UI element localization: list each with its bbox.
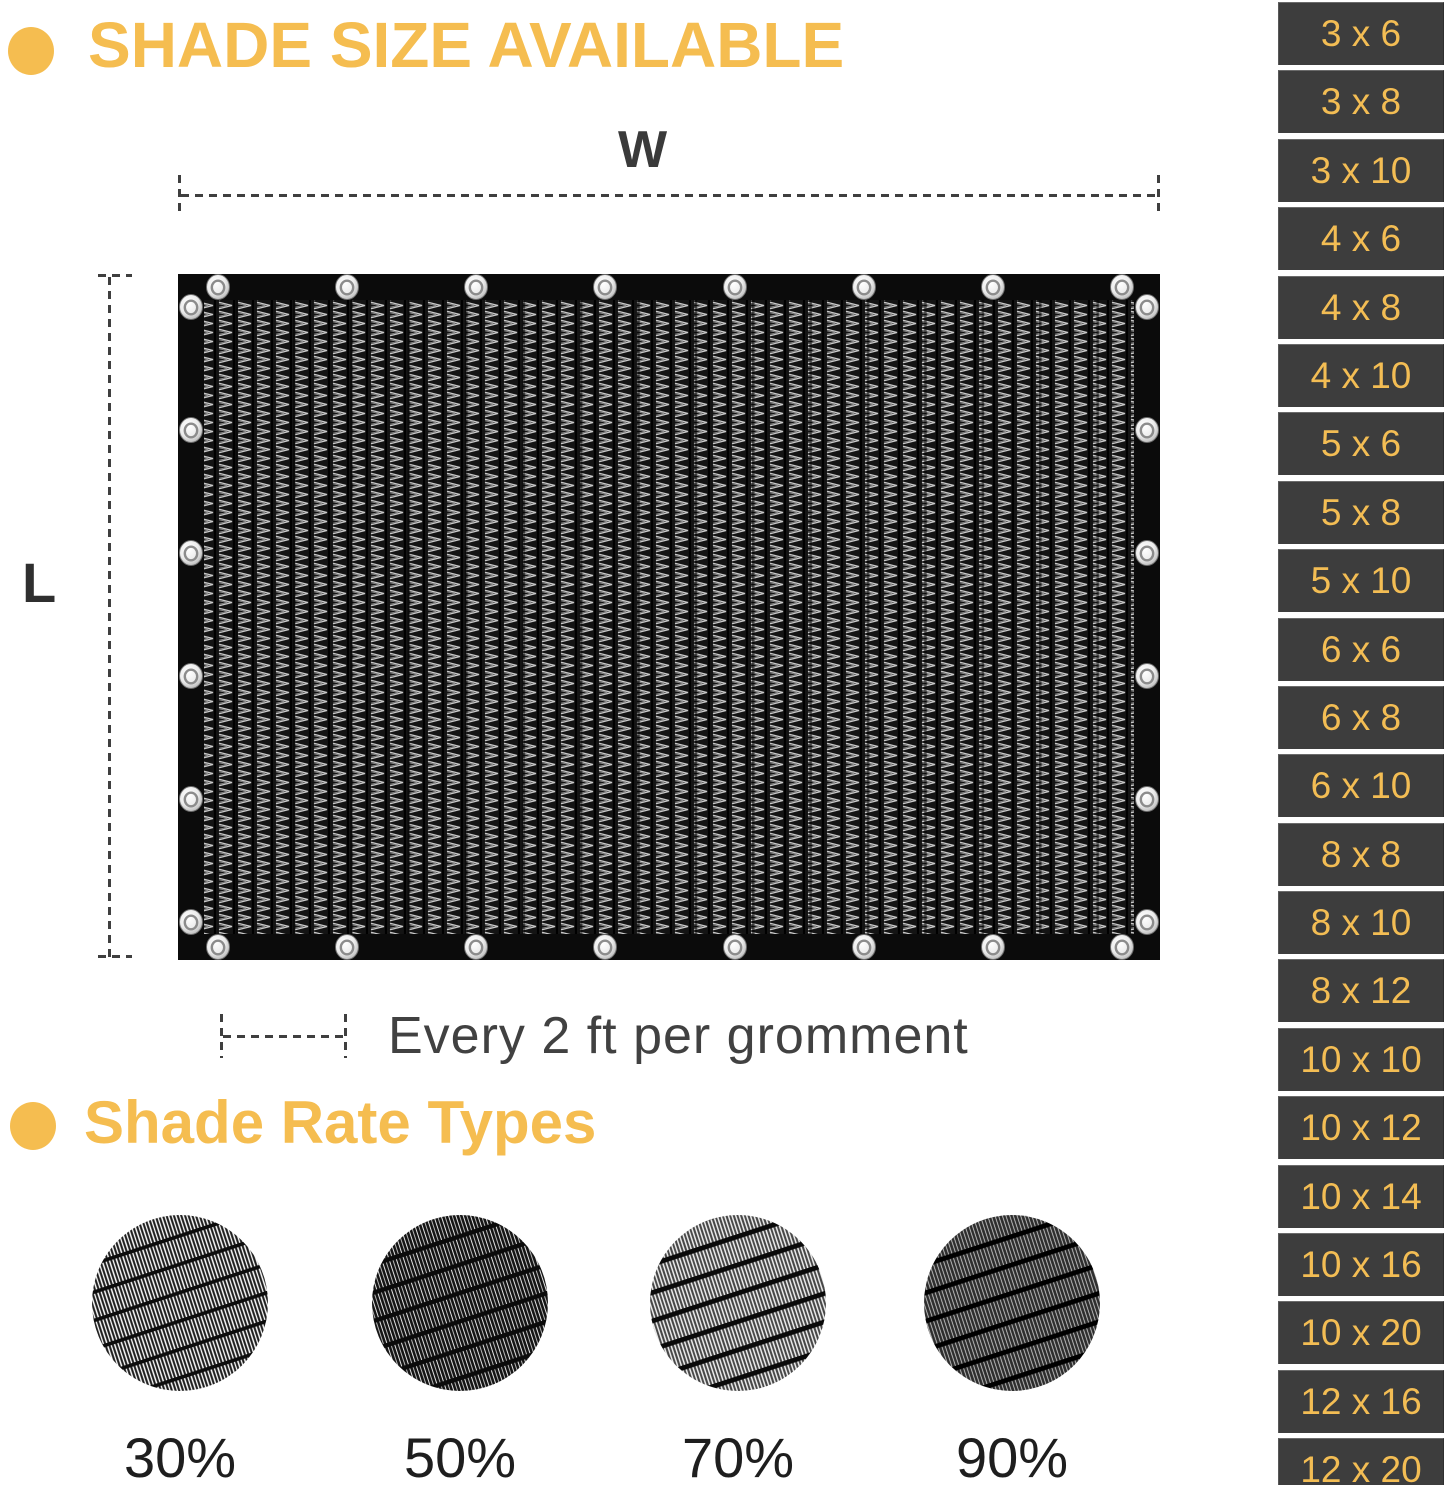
size-chip: 6 x 8 — [1278, 686, 1444, 749]
w-dimension-tick-left — [178, 175, 181, 217]
grommet-icon — [724, 935, 747, 960]
shade-rate-title: Shade Rate Types — [84, 1089, 597, 1156]
grommet-icon — [207, 935, 230, 960]
shade-net-image — [178, 274, 1160, 960]
shade-rate-item — [643, 1208, 833, 1485]
size-chip: 6 x 10 — [1278, 754, 1444, 817]
grommet-icon — [465, 935, 488, 960]
mesh-sample-circle — [365, 1208, 555, 1398]
grommet-icon — [594, 935, 617, 960]
size-chip: 5 x 6 — [1278, 412, 1444, 475]
grommet-bracket-tick-right — [344, 1014, 347, 1058]
size-chip: 10 x 16 — [1278, 1233, 1444, 1296]
size-chip: 5 x 10 — [1278, 549, 1444, 612]
grommet-icon — [180, 910, 203, 935]
size-chip: 10 x 12 — [1278, 1096, 1444, 1159]
shade-net-diagram — [178, 274, 1160, 960]
w-dimension-tick-right — [1157, 175, 1160, 217]
size-chip: 8 x 8 — [1278, 823, 1444, 886]
size-chip: 3 x 8 — [1278, 70, 1444, 133]
grommet-icon — [1136, 541, 1159, 566]
bullet-icon — [8, 27, 54, 75]
size-list — [1278, 2, 1444, 1485]
grommet-icon — [853, 935, 876, 960]
grommet-icon — [724, 275, 747, 300]
grommet-icon — [1111, 935, 1134, 960]
grommet-icon — [1136, 295, 1159, 320]
mesh-sample-circle — [85, 1208, 275, 1398]
grommet-icon — [594, 275, 617, 300]
grommet-icon — [180, 664, 203, 689]
grommet-icon — [336, 935, 359, 960]
size-chip: 10 x 10 — [1278, 1028, 1444, 1091]
size-chip: 12 x 16 — [1278, 1370, 1444, 1433]
l-dimension-cap-top — [98, 274, 132, 277]
grommet-icon — [1136, 910, 1159, 935]
shade-rate-item — [365, 1208, 555, 1485]
grommet-icon — [982, 275, 1005, 300]
size-chip: 4 x 8 — [1278, 276, 1444, 339]
grommet-icon — [336, 275, 359, 300]
size-chip: 5 x 8 — [1278, 481, 1444, 544]
bullet-icon — [10, 1102, 56, 1150]
width-dimension-label: W — [618, 121, 668, 179]
shade-rate-label: 70% — [681, 1426, 795, 1485]
l-dimension-line — [108, 277, 111, 957]
grommet-icon — [982, 935, 1005, 960]
size-chip: 12 x 20 — [1278, 1438, 1444, 1485]
shade-rate-item — [917, 1208, 1107, 1485]
shade-rate-item — [85, 1208, 275, 1485]
grommet-icon — [853, 275, 876, 300]
size-chip: 3 x 6 — [1278, 2, 1444, 65]
size-chip: 3 x 10 — [1278, 139, 1444, 202]
shade-rate-label: 90% — [955, 1426, 1069, 1485]
grommet-icon — [1111, 275, 1134, 300]
w-dimension-line — [181, 194, 1159, 197]
size-chip: 8 x 10 — [1278, 891, 1444, 954]
grommet-icon — [180, 787, 203, 812]
grommet-note: Every 2 ft per gromment — [388, 1007, 969, 1065]
size-chip: 6 x 6 — [1278, 618, 1444, 681]
grommet-icon — [207, 275, 230, 300]
grommet-icon — [1136, 787, 1159, 812]
grommet-icon — [180, 418, 203, 443]
shade-rate-label: 30% — [123, 1426, 237, 1485]
grommet-icon — [1136, 664, 1159, 689]
size-chip: 10 x 20 — [1278, 1301, 1444, 1364]
shade-rate-label: 50% — [403, 1426, 517, 1485]
grommet-icon — [465, 275, 488, 300]
size-chip: 10 x 14 — [1278, 1165, 1444, 1228]
size-chip: 4 x 6 — [1278, 207, 1444, 270]
grommet-icon — [180, 541, 203, 566]
length-dimension-label: L — [22, 551, 57, 614]
page-title: SHADE SIZE AVAILABLE — [88, 9, 845, 81]
size-chip: 4 x 10 — [1278, 344, 1444, 407]
mesh-sample-circle — [643, 1208, 833, 1398]
l-dimension-cap-bottom — [98, 955, 132, 958]
grommet-bracket-line — [223, 1035, 344, 1038]
grommet-icon — [1136, 418, 1159, 443]
mesh-sample-circle — [917, 1208, 1107, 1398]
size-chip: 8 x 12 — [1278, 959, 1444, 1022]
grommet-icon — [180, 295, 203, 320]
